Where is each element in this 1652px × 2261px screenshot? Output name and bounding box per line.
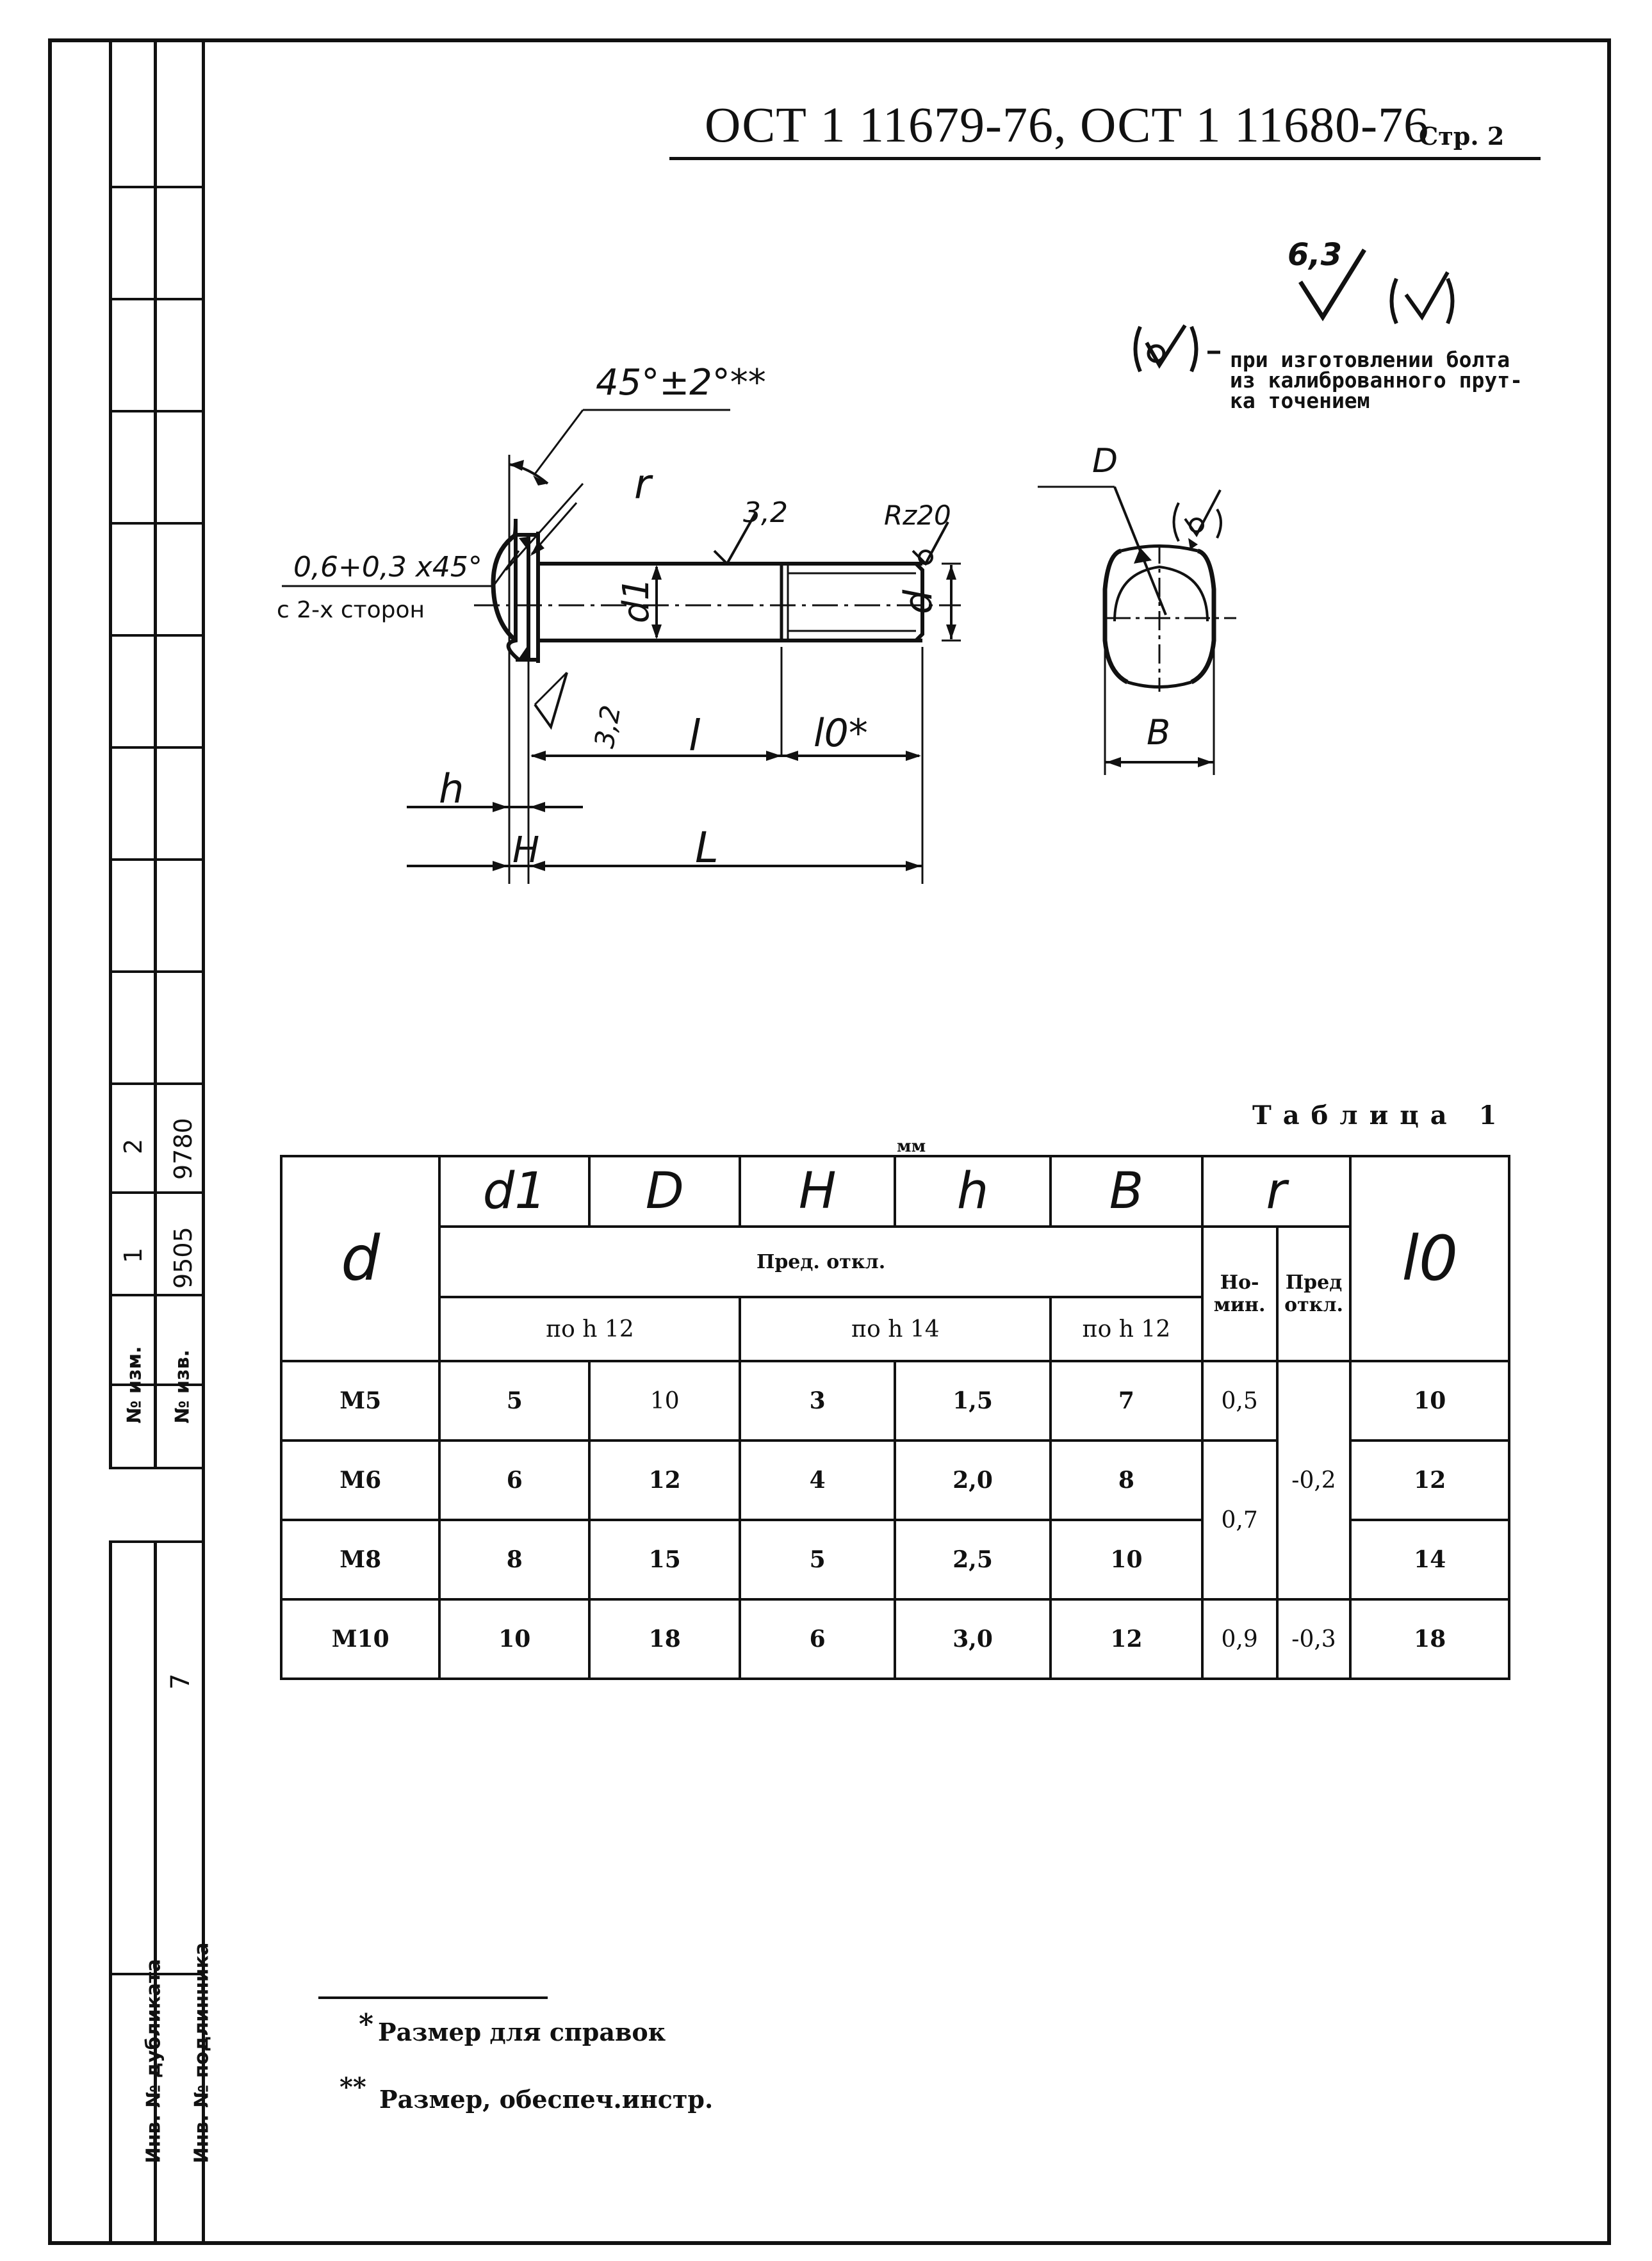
cell-h: 2,5: [895, 1520, 1051, 1599]
D-label: D: [1092, 442, 1118, 480]
cell-r-dev: -0,3: [1277, 1599, 1351, 1679]
r-label: r: [634, 461, 651, 509]
col-header-l0: l0: [1350, 1156, 1509, 1361]
cell-r-nom: 0,9: [1202, 1599, 1277, 1679]
d-label: d: [896, 589, 942, 615]
footnote-1-text: Размер для справок: [378, 2018, 666, 2046]
cell-B: 8: [1051, 1441, 1202, 1520]
stamp-rev-2: 2: [119, 1138, 147, 1154]
cell-l0: 10: [1350, 1361, 1509, 1441]
chamfer-label: 0,6+0,3 x45°: [293, 551, 482, 584]
footnote-1-mark: *: [359, 2008, 374, 2041]
stamp-izv-label: № изв.: [171, 1350, 194, 1424]
cell-B: 7: [1051, 1361, 1202, 1441]
stamp-copy-no: 7: [166, 1673, 195, 1690]
roughness-32-bottom: 3,2: [588, 703, 627, 751]
cell-D: 18: [589, 1599, 740, 1679]
rz20-label: Rz20: [884, 500, 951, 531]
cell-h: 3,0: [895, 1599, 1051, 1679]
table-row: [281, 1599, 1509, 1679]
col-header-h: h: [895, 1156, 1051, 1227]
document-title: ОСТ 1 11679-76, ОСТ 1 11680-76: [705, 97, 1430, 152]
cell-r-nom: 0,5: [1202, 1361, 1277, 1441]
col-header-r: r: [1202, 1156, 1351, 1227]
cell-d: M6: [281, 1441, 439, 1520]
footnote-2-mark: **: [339, 2072, 366, 2102]
tol-h12-b: по h 12: [1051, 1297, 1202, 1361]
roughness-32-top: 3,2: [743, 496, 788, 529]
cell-H: 6: [740, 1599, 894, 1679]
cell-d1: 8: [439, 1520, 589, 1599]
roughness-note-icon: [1127, 320, 1230, 378]
col-header-H: H: [740, 1156, 894, 1227]
col-header-d: d: [281, 1156, 439, 1361]
chamfer-sublabel: с 2-х сторон: [277, 597, 425, 623]
cell-D: 12: [589, 1441, 740, 1520]
cell-l0: 12: [1350, 1441, 1509, 1520]
cell-D: 15: [589, 1520, 740, 1599]
col-header-d1: d1: [439, 1156, 589, 1227]
cell-H: 5: [740, 1520, 894, 1599]
roughness-note-line-3: ка точением: [1230, 388, 1370, 413]
cell-h: 2,0: [895, 1441, 1051, 1520]
bolt-drawing: [282, 359, 986, 897]
cell-d: M10: [281, 1599, 439, 1679]
footnote-rule: [318, 1996, 548, 1999]
stamp-izm-label: № изм.: [123, 1346, 146, 1424]
stamp-no-1: 9505: [169, 1227, 197, 1289]
cell-d: M8: [281, 1520, 439, 1599]
cell-r-dev: -0,2: [1277, 1361, 1351, 1599]
cell-h: 1,5: [895, 1361, 1051, 1441]
d1-label: d1: [616, 577, 658, 624]
cell-d1: 6: [439, 1441, 589, 1520]
table-row: [281, 1361, 1509, 1441]
roughness-note-line-2: из калиброванного прут-: [1230, 368, 1523, 393]
col-header-D: D: [589, 1156, 740, 1227]
roughness-check-icon: [1294, 243, 1460, 333]
table-caption: Таблица 1: [1252, 1100, 1509, 1130]
stamp-rev-1: 1: [119, 1247, 147, 1263]
l-label: l: [689, 711, 701, 760]
pred-otkl-header: Пред. откл.: [439, 1227, 1202, 1297]
nom-header: Но- мин.: [1202, 1227, 1277, 1361]
cell-d1: 10: [439, 1599, 589, 1679]
footnote-2-text: Размер, обеспеч.инстр.: [379, 2085, 714, 2114]
l0-label: l0*: [814, 711, 868, 756]
table-unit: мм: [897, 1137, 926, 1156]
h-label: h: [439, 765, 464, 812]
cell-l0: 14: [1350, 1520, 1509, 1599]
cell-d1: 5: [439, 1361, 589, 1441]
cell-D: 10: [589, 1361, 740, 1441]
page-number: Стр. 2: [1419, 122, 1505, 151]
cell-H: 3: [740, 1361, 894, 1441]
L-label: L: [695, 823, 719, 872]
cell-H: 4: [740, 1441, 894, 1520]
cell-d: M5: [281, 1361, 439, 1441]
cell-r-nom: 0,7: [1202, 1441, 1277, 1599]
B-label: B: [1147, 712, 1171, 753]
stamp-orig-label: Инв. № подлинника: [190, 1942, 213, 2164]
cell-B: 12: [1051, 1599, 1202, 1679]
cell-B: 10: [1051, 1520, 1202, 1599]
H-label: H: [512, 829, 540, 871]
stamp-no-2: 9780: [169, 1118, 197, 1180]
col-header-B: B: [1051, 1156, 1202, 1227]
roughness-value: 6,3: [1288, 237, 1343, 273]
cell-l0: 18: [1350, 1599, 1509, 1679]
tol-h14: по h 14: [740, 1297, 1051, 1361]
angle-label: 45°±2°**: [596, 362, 766, 404]
header-underline: [669, 157, 1541, 160]
roughness-note-line-1: при изготовлении болта: [1230, 347, 1510, 372]
stamp-dup-label: Инв. № дубликата: [142, 1959, 165, 2164]
tol-h12-a: по h 12: [439, 1297, 740, 1361]
dimensions-table: [280, 1155, 1510, 1680]
pred-header: Пред откл.: [1277, 1227, 1351, 1361]
